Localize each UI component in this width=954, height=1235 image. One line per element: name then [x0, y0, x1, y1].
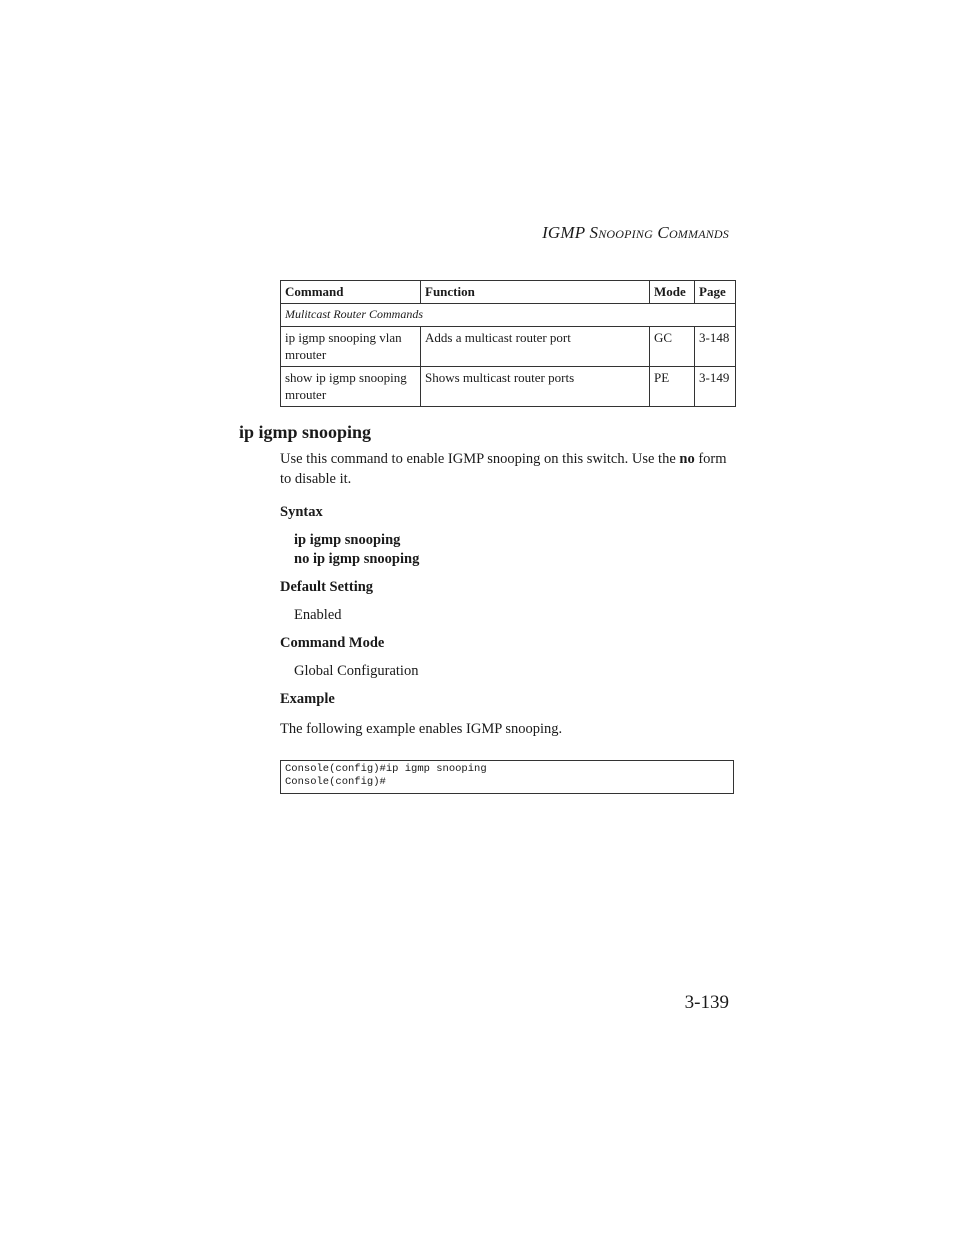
- group-label: Mulitcast Router Commands: [281, 304, 736, 327]
- example-text: The following example enables IGMP snooping.: [280, 721, 563, 737]
- code-example: [280, 760, 734, 794]
- cell-mode: PE: [650, 367, 695, 407]
- header-page: Page: [695, 281, 736, 304]
- syntax-line: ip igmp snooping: [294, 532, 401, 548]
- command-mode-value: Global Configuration: [294, 663, 419, 679]
- table-row: [281, 327, 736, 367]
- cell-page: 3-148: [695, 327, 736, 367]
- cell-command: ip igmp snooping vlan mrouter: [281, 327, 421, 367]
- code-line: Console(config)#ip igmp snooping: [285, 763, 487, 775]
- header-command: Command: [281, 281, 421, 304]
- running-header: IGMP SNOOPING COMMANDS: [542, 223, 729, 242]
- section-title: ip igmp snooping: [239, 422, 372, 442]
- code-line: Console(config)#: [285, 776, 386, 788]
- default-setting-value: Enabled: [294, 607, 342, 623]
- command-mode-heading: Command Mode: [280, 635, 385, 651]
- cell-mode: GC: [650, 327, 695, 367]
- header-function: Function: [421, 281, 650, 304]
- intro-paragraph: Use this command to enable IGMP snooping on this switch. Use the no form to disable it.: [280, 451, 727, 487]
- default-setting-heading: Default Setting: [280, 579, 374, 595]
- table-group-row: [281, 304, 736, 327]
- header-mode: Mode: [650, 281, 695, 304]
- command-table: [280, 280, 736, 407]
- page-number: 3-139: [684, 992, 729, 1013]
- cell-command: show ip igmp snooping mrouter: [281, 367, 421, 407]
- cell-function: Shows multicast router ports: [421, 367, 650, 407]
- example-heading: Example: [280, 691, 335, 707]
- table-header-row: [281, 281, 736, 304]
- cell-function: Adds a multicast router port: [421, 327, 650, 367]
- syntax-heading: Syntax: [280, 504, 323, 520]
- table-row: [281, 367, 736, 407]
- cell-page: 3-149: [695, 367, 736, 407]
- syntax-line: no ip igmp snooping: [294, 551, 420, 567]
